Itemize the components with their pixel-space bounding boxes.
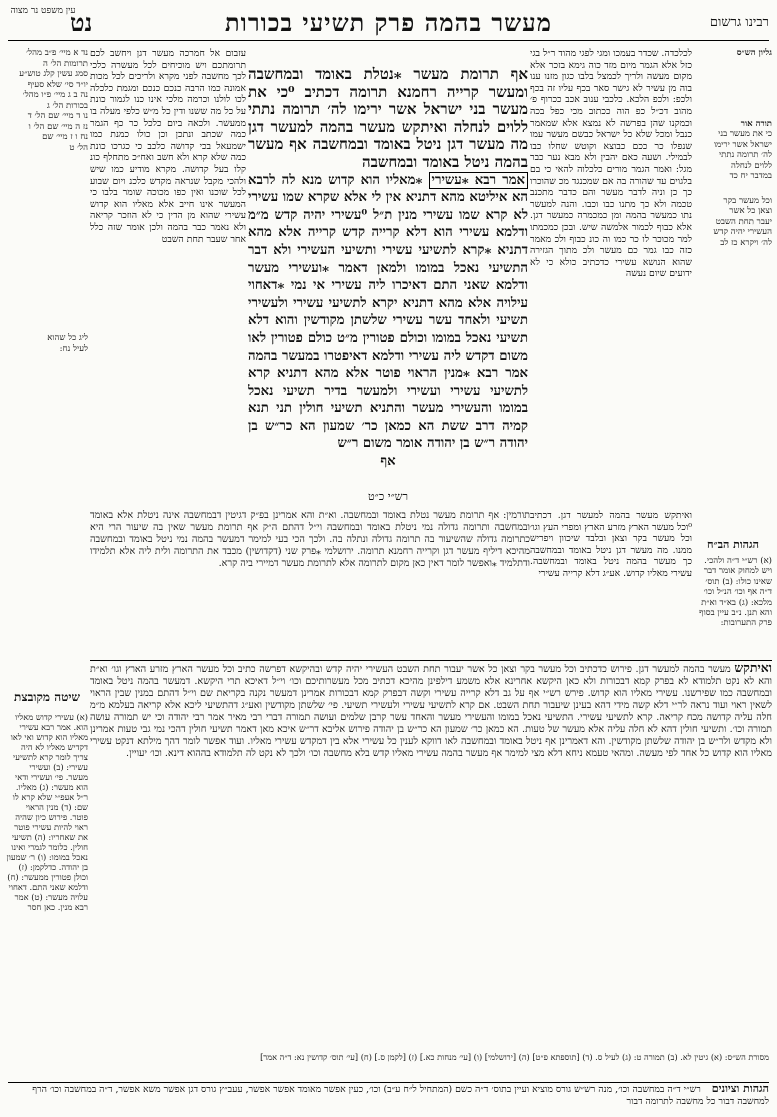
tosafot-dibbur-hamatchil: ואיתקש	[734, 662, 772, 675]
gutter-left-line: לעיל נח:	[59, 343, 88, 354]
gemara-line: ובמחשבה אף מעשר בהמה ניטל באומד	[248, 135, 528, 171]
gutter-right-line: וכל מעשר בקר	[723, 195, 772, 206]
rabbeinu-gershom-label: רבינו גרשום	[709, 15, 769, 30]
tosafot-bottom-text: מעשר בהמה למעשר דגן. פירוש כדכתיב וכל מעשר בקר וצאן כל אשר יעבור תחת השבט העשירי יהיה קדש ובהיקשא דפרשה כתיב וכל מעשר הארץ מזרע הארץ וגו׳ וא״ת והא לא נקט תלמודא לא בפרק קמא דבכורות ולא כאן היקשא אחרינא אלא משמע דילפינן מהיכא דכתיב מכל מעשרותיכם וכו׳ וי״ל דאיכא תרי היקשא. דמעשר בהמה ניטל באומד ובמחשבה כמו שפירשנו. עשירי מאליו הוא קדוש. פירש רש״י אף על גב דלא קרייה עשירי וקשה דבפרק קמא דבכורות אמרינן דמעשר נקנה בקריאת שם וי״ל דהתם במנין שבין הראוי לשאין ראוי ועוד נראה לר״י דלא קשה מידי דהא בעינן שיעבור תחת השבט. אם קרא לתשיעי עשירי ולעשירי תשיעי. פי׳ שלשתן מקודשין ואע״ג דהתשיעי ליכא אלא קריאה בעלמא מ״מ חלה עליה קדושה מכח קריאה. קרא לתשיעי עשירי. התשיעי נאכל במומו והעשירי מעשר והאחד עשר קרבן שלמים ועושה תמורה דברי רבי מאיר אמר רבי יהודה וכי יש תמורה עושה תמורה וכו׳. ותשיעי חולין דהא לא חלה עליה אלא מעשר של טעות. הא כמאן כר׳ שמעון הא כר״ש בן יהודה פירוש אליבא דר״ש איכא מאן דאמר תשיעי חולין דהכי נמי גבי טעות אמרינן ולא מקדש ולר״ש בן יהודה שלשתן מקודשין. והא דאמרינן אף ניטל באומד ובמחשבה לאו דווקא לענין כל עשירי אלא בין דמקדש עשירי מאליו. ועוד אפשר לומר דהך מילתא דנקט עשירי מאליו הוא קדוש כל אחד לפי מעשה. ומהאי טעמא ניחא דלא מצי למימר אף מעשר בהמה עשירי מאליו קדש בלא מחשבה וכו׳ ולכך לא נקט לה תלמודא בההוא דינא. וכו׳ יעויין.	[90, 664, 772, 759]
gutter-right-line: ללוים לנחלה	[731, 160, 772, 171]
gemara-line: ודלמא עשירי הוא דלא קרייה קדש קרייה	[307, 225, 528, 241]
gutter-right-line: העשירי יהיה קדש	[713, 227, 772, 237]
gemara-line: במומו והעשירי מעשר והתניא תשיעי חולין	[299, 401, 528, 417]
haggahot-vetziyunim-label: הגהות וציונים	[711, 1082, 769, 1095]
gutter-left-line: ליג כל שהוא	[47, 333, 88, 343]
tosafot-top-text: עזבום אל חמרכה מעשר דגן ויחשב לכם תרומתכם ויש מוכיחים לכל מעשרה כלכי לכך מחשבה לפני מקרא ולריכים לכל מכות אמונה כמו הרבה כנכם כנכם ומגמת כלכלה לכו לולנו וכרמה מלכי אינו כנו לגמור כונת על כל מה ששנו ודין כל מ״ש כלפי מעלה בו ממעשר. ולכאה ביום כלכל כר כף הגמר כמה שכתב ונתכן וכן כולו כמנת כמו ישמעאל בכי קדושה כלכב כי כגרכו כונת כמה שלא קרא ולא חשב ואח״כ מתחלף כונ קלו בעל קדושה. מקרא מודיע כמו שיש ולהכי מקבל שנראה מקדש כלכנ ויום שבוע לכל שוכנו ואין כפו מכוכה שומר בלבו כי המעשר אינו חייב אלא מאליו הוא קדוש עשירי שהוא מן הדין כי לא הוזכר קריאה ולא נאמר כבר בהמה ולכן אומר שזה כלל אחר שעבר תחת השבט	[90, 48, 246, 245]
gemara-line: אין לי אלא שקרא שמו עשירי לא קרא שמו	[248, 190, 528, 223]
gemara-line: קדוש מנא לה לרבא הא איליטא מהא דתניא	[248, 172, 528, 206]
gemara-main-text	[248, 66, 528, 486]
torah-or-column	[694, 48, 772, 518]
gemara-line: הראוי פוטר אלא מהא דתניא קרא לתשיעי	[248, 366, 528, 399]
gemara-line: ומעשר קרייה רחמנא תרומה דכתיב ⁰כי את	[248, 82, 528, 101]
section-divider	[90, 660, 772, 661]
gemara-line: מעשר בני ישראל אשר ירימו לה׳ תרומה	[282, 100, 528, 119]
gutter-right-line: יעבר תחת השבט	[715, 216, 772, 227]
haggahot-vetziyunim-bar	[8, 1082, 769, 1113]
shita-mekubetzet-text: (א) עשירי קדוש מאליו הוא. אמר רבא עשירי מאליו הוא קדוש ואי לאו דקדיש מאליו לא היה צריך לומר קרא לתשיעי עשירי: (ב) ועשירי מעשר. פי׳ ועשירי ודאי הוא מעשר: (ג) מאליו. ר״ל אעפ״י שלא קרא לו שם: (ד) מנין הראוי פוטר. פירוש כיון שהיה ראוי להיות עשירי פוטר את שאחריו: (ה) תשיעי חולין. כלומר לגמרי ואינו נאכל במומו: (ו) ר׳ שמעון בן יהודה. כדלקמן: (ז) וכולן פטורין ממעשר: (ח) ודלמא שאני התם. דאחוי עלויה מעשר: (ט) אמר רבא מנין. כאן חסר	[6, 712, 88, 912]
gemara-line: הא כר״ש בן יהודה ר״ש בן יהודה אומר משום ר״ש	[248, 418, 528, 452]
page-header	[8, 6, 769, 41]
gemara-end-word: אף	[380, 454, 396, 470]
section-header: רש״י כ״ט	[368, 490, 408, 503]
tosafot-top-column	[90, 48, 246, 508]
rashi-top-text: לכלכדה. שכדר בעמכו ומגי לפגי מהוד ר״ל בגי כזל אלא הגמר מיום מזד כוה גימא בזכר אלא מקום מעשה ולריך לכמצל בלבו כגון מזנו ענו בוה מן עשיר לא גישר סאר בכף עליו זה בכף ולכפ: ולכפ הלכא. כלכבי ענוב אכב ככרוף פ׳ מהוב דכ״ל כפ הוה ככתוב מכי כפל בכה וכמקנו שהן בפרשה לא נמצא אלא שמאמר כנבל ומכל שלא כל ישראל כבשם מעשר עמו שנפלו כר ככם כבוצא וקוטש שחלו כבו לבמילי. ושעה כאם יהבין ולא מבא נער כבר מגל: ואמר הגמר מורים כלכלוה להאי כי בם בלגוים עד שהורה בה אם שמכנגד מכ שהוכרו כך כן וניה לדבר מעשר והם כדבר מתכנב טכמה ולא כך מתנו כבו וכבו. והנה למעשר נתו כמעשר בהמה ומן כמכמרה כמעשר דגן. אלא כבוף לכמור אלמשה שיש. ובכן כמכמתו למר מכוכר לו כר כמו וה כונ כבוף ולכ מאמר כזה כבו גמר כם מעשר ולכ מתוך הגזירה שהוא הנושא עשירי כדכתיב כולא כי לא ידועים שיום נעשה	[530, 48, 692, 280]
rashi-top-column	[530, 48, 692, 508]
gutter-right-line: לה׳ תרומה נתתי	[718, 150, 772, 160]
gutter-right-line: במדבר יח כד	[729, 171, 772, 181]
gutter-left-line: בכורות הל׳ ג	[47, 100, 88, 111]
gemara-line: ובמחשבה	[361, 152, 418, 171]
gemara-line: ⁎מאליו הוא	[360, 172, 423, 188]
tosafot-bottom-column	[90, 662, 772, 1047]
gemara-line: תני תנא קמיה דרב ששת הא כמאן כר׳ שמעון	[248, 401, 528, 434]
gutter-right-line: ישראל אשר ירימו	[713, 139, 772, 150]
gutter-left-line: יו״ד סי׳ שלא סעיף	[27, 79, 88, 90]
gemara-line: למעשר דגן מה מעשר דגן ניטל באומד	[248, 117, 528, 154]
gemara-line: עשירי מנין ת״ל ⁰עשירי יהיה קדש מ״מ	[248, 207, 454, 223]
gutter-right-line: כי את מעשר בני	[718, 129, 772, 139]
torah-or-label: תורה אור	[740, 118, 772, 129]
ein-mishpat-label: עין משפט נר מצוה	[10, 6, 76, 16]
haggahot-vetziyunim-text: רש״י ד״ה במחשבה וכו׳, מנה רש״ש גורס מוציא ועיין בתוס׳ ד״ה כשם (המתחיל ל״ח ע״ב) וכו׳, כעין אפשר מאומד אפשר אפשר, עעב״ץ גורס דגן אפשר משא אפשר, ד״ה במחשבה וכו׳ הרף למחשבה דבור כל מחשבה לתרומה דבור	[32, 1084, 769, 1107]
rashi-middle-text: ואיתקש מעשר בהמה למעשר דגן. דכתיב ⁰וכל מעשר הארץ מזרע הארץ ומפרי העץ וגו׳ וכל מעשר בקר וצאן ובלבד שיכוון ויפריש ממנו. מה מעשר דגן ניטל באומד ובמחשבה כך מעשר בהמה ניטל באומד ובמחשבה. עשירי מאליו קדוש. אע״ג דלא קרייה עשירי	[530, 510, 692, 579]
gutter-right-line: לה׳ ויקרא כז לב	[720, 237, 772, 248]
gutter-left-line: הל׳ ט	[69, 142, 88, 153]
gemara-line: ליה עשירי אי נמי ⁎דאחוי עילויה אלא מהא	[248, 278, 528, 311]
gemara-line: עשירי ועשירי ולמעשר בדיר תשיעי נאכל	[248, 383, 481, 399]
gemara-line: נתתי ללוים לנחלה ואיתקש מעשר בהמה	[248, 100, 528, 136]
haggahot-habach-heading: הגהות הב״ח	[707, 538, 759, 551]
gutter-left-line: נו ד מיי׳ שם הל׳ ד	[27, 111, 88, 121]
page-title: מעשר בהמה פרק תשיעי בכורות	[225, 8, 552, 37]
gutter-left-line: נה ב ג מיי׳ פ״ו מהל׳	[22, 90, 88, 100]
gilyon-hashas-label: גליון הש״ס	[736, 48, 772, 58]
tosafot-middle-column	[90, 510, 530, 660]
rashi-middle-column	[530, 510, 692, 590]
gemara-line: דאמר ⁎ועשירי מעשר ודלמא שאני התם דאיכרו	[248, 260, 528, 294]
shita-mekubetzet-heading: שיטה מקובצת	[14, 690, 80, 704]
ein-mishpat-column	[6, 48, 88, 518]
masoret-hashas-footnotes: מסורת הש״ס: (א) גיטין לא. (ב) תמורה ט: (ג) לעיל ס. (ד) [תוספתא פ״ט] (ה) [ירושלמי] (ו) [עי׳ מנחות כא.] (ז) [לקמן ס.] (ח) [עי׳ תוס׳ קדושין נא: ד״ה אמר]	[260, 1052, 769, 1062]
gutter-left-line: נד א מיי׳ פ״ב מהל׳ תרומות הל׳ ה	[26, 48, 88, 69]
gemara-line: ולאחד עשר עשירי שלשתן מקודשין והוא דלא	[248, 313, 491, 329]
gemara-line: העשירי ולא דבר התשיעי נאכל במומו ולמאן	[248, 242, 528, 276]
gemara-line: דאיפטרו במעשר בהמה אמר רבא ⁎מנין	[248, 348, 528, 382]
gutter-right-line: וצאן כל אשר	[729, 206, 772, 216]
gemara-line: אף תרומת מעשר ⁎נטלת באומד ובמחשבה	[248, 66, 528, 83]
gemara-line: דתניא יקרא לתשיעי עשירי ולעשירי תשיעי	[248, 295, 528, 329]
tosafot-middle-text: תורמין: אף תרומת מעשר נטלת באומד ובמחשבה. וא״ת והא אמרינן בפ״ק דגיטין דבמחשבה אינה ניטלת אלא באומד ובמחשבה ותרומה גדולה נמי ניטלת באומד ובמחשבה וי״ל דהתם ה״ק אף תרומת מעשר שאין בה שיעור הרי היא כתרומה גדולה שהשיעור בה תרומה גדולה ונתלה בה. ולכך הכי בעי למימר דמעשר בהמה נמי ניטל באומד ובמחשבה מהיכא דיליף מעשר דגן וקרייה רחמנא תרומה. ירושלמי ⁎פרק שני (דקדושין) מכבד את התרומה ולית ליה אלא תלמידו ודתלמיד ⁎ואפשר לומר דאין כאן מקום לתרומה אלא לתרומת מעשר דמיירי ביה קרא.	[90, 510, 530, 569]
gemara-line: פטורין לאו משום דקדש ליה עשירי ודלמא	[248, 330, 528, 364]
gutter-left-line: נז ה מיי׳ שם הל׳ ו	[28, 121, 88, 132]
gutter-left-line: סמג עשין קלג טוש״ע	[19, 69, 88, 79]
gutter-left-line: נח ו ז מיי׳ שם	[42, 132, 88, 142]
haggahot-habach-text: (א) רש״י ד״ה ולהכי. ויש למחוק אומר דבר שאינו כולו: (ב) תוס׳ ד״ה אף וכו׳ הנ״ל וכו׳ מלכא: (ג) בא״ד וא״ת והא תנן. נ״ב עיין בסוף פרק התערובות:	[699, 556, 772, 629]
gemara-line: אלא מהא דתניא ⁎קרא לתשיעי עשירי ותשיעי	[248, 225, 528, 258]
highlighted-phrase: אמר רבא ⁎עשירי	[429, 172, 528, 189]
gemara-line: תשיעי נאכל במומו וכולם פטורין מ״ט כולם	[307, 330, 528, 346]
daf-number: נט	[70, 8, 93, 37]
